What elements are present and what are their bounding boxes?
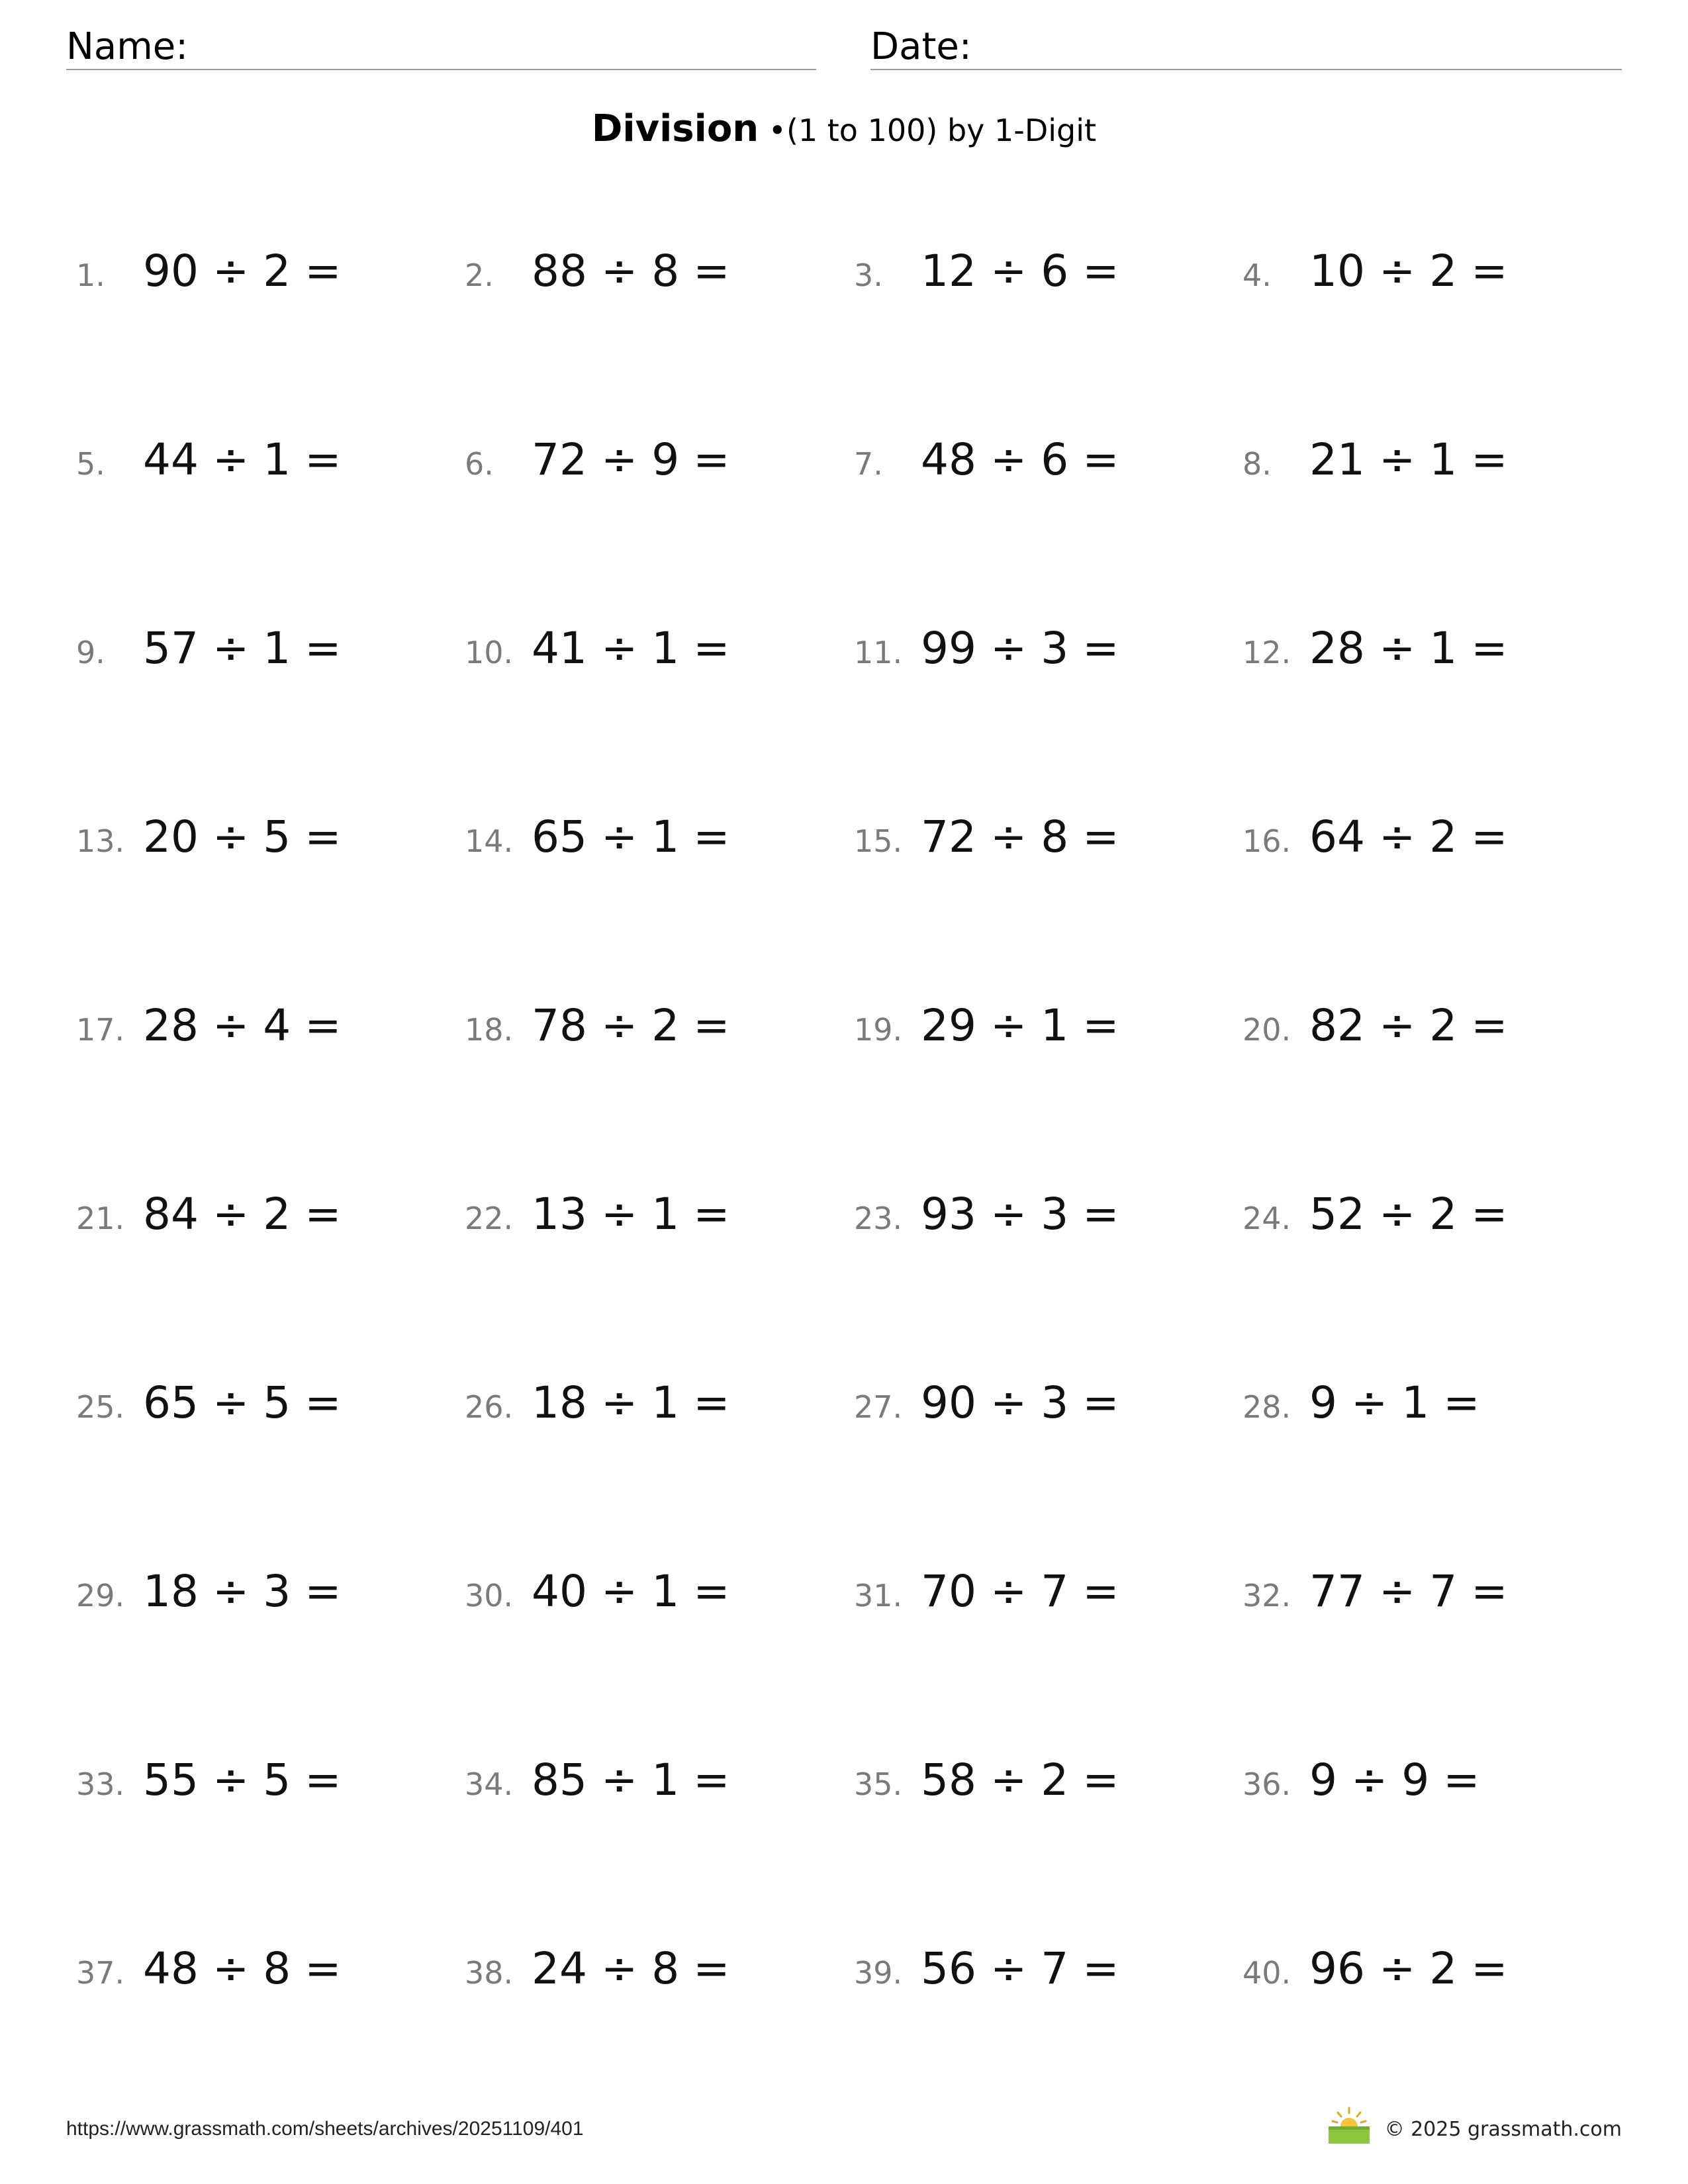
problem-expression: 84 ÷ 2 =: [143, 1189, 342, 1240]
problem-expression: 99 ÷ 3 =: [921, 623, 1119, 674]
problem-item: [1243, 245, 1508, 298]
problem-item: [854, 999, 1119, 1052]
problem-item: [1243, 999, 1508, 1052]
problem-number: 29.: [76, 1578, 125, 1614]
problem-item: [854, 433, 1119, 486]
problem-number: 39.: [854, 1955, 903, 1991]
problem-number: 32.: [1243, 1578, 1291, 1614]
problem-expression: 65 ÷ 5 =: [143, 1377, 342, 1428]
problem-number: 23.: [854, 1201, 903, 1236]
problem-expression: 10 ÷ 2 =: [1309, 246, 1508, 296]
problem-item: [76, 1565, 342, 1618]
problem-expression: 78 ÷ 2 =: [532, 1000, 730, 1051]
problem-expression: 72 ÷ 9 =: [532, 434, 730, 485]
problem-item: [465, 245, 730, 298]
problem-number: 35.: [854, 1766, 903, 1802]
problem-expression: 21 ÷ 1 =: [1309, 434, 1508, 485]
problem-number: 19.: [854, 1012, 903, 1048]
problem-item: [76, 811, 342, 864]
problem-number: 18.: [465, 1012, 514, 1048]
problem-number: 8.: [1243, 446, 1272, 482]
problem-number: 37.: [76, 1955, 125, 1991]
problem-number: 24.: [1243, 1201, 1291, 1236]
problem-item: [1243, 1188, 1508, 1241]
problem-number: 5.: [76, 446, 105, 482]
worksheet-title: [0, 106, 1688, 154]
problem-expression: 65 ÷ 1 =: [532, 811, 730, 862]
problem-number: 31.: [854, 1578, 903, 1614]
problem-expression: 56 ÷ 7 =: [921, 1943, 1119, 1994]
problem-number: 20.: [1243, 1012, 1291, 1048]
problem-item: [1243, 811, 1508, 864]
title-separator: •: [768, 113, 786, 148]
problem-number: 14.: [465, 823, 514, 859]
problem-expression: 77 ÷ 7 =: [1309, 1566, 1508, 1617]
problem-item: [854, 245, 1119, 298]
problem-item: [1243, 1754, 1480, 1807]
problem-item: [854, 811, 1119, 864]
problem-number: 40.: [1243, 1955, 1291, 1991]
problem-expression: 12 ÷ 6 =: [921, 246, 1119, 296]
name-field[interactable]: [66, 25, 816, 70]
problem-number: 33.: [76, 1766, 125, 1802]
problem-item: [76, 999, 342, 1052]
problem-expression: 24 ÷ 8 =: [532, 1943, 730, 1994]
problem-expression: 90 ÷ 3 =: [921, 1377, 1119, 1428]
footer-url: https://www.grassmath.com/sheets/archives/20251109/401: [66, 2118, 584, 2140]
problem-item: [465, 1754, 730, 1807]
problem-expression: 44 ÷ 1 =: [143, 434, 342, 485]
problem-item: [465, 433, 730, 486]
problem-item: [465, 999, 730, 1052]
problem-expression: 85 ÷ 1 =: [532, 1754, 730, 1805]
problem-number: 27.: [854, 1389, 903, 1425]
problem-item: [76, 1188, 342, 1241]
problem-item: [465, 1377, 730, 1430]
problem-item: [854, 1754, 1119, 1807]
problem-number: 22.: [465, 1201, 514, 1236]
problem-expression: 41 ÷ 1 =: [532, 623, 730, 674]
problem-expression: 88 ÷ 8 =: [532, 246, 730, 296]
name-label: Name:: [66, 25, 189, 68]
problem-expression: 28 ÷ 4 =: [143, 1000, 342, 1051]
footer-copyright: © 2025 grassmath.com: [1384, 2118, 1622, 2141]
problem-item: [854, 1188, 1119, 1241]
problem-item: [76, 433, 342, 486]
problem-expression: 18 ÷ 3 =: [143, 1566, 342, 1617]
problem-expression: 58 ÷ 2 =: [921, 1754, 1119, 1805]
problem-item: [1243, 622, 1508, 675]
problem-expression: 64 ÷ 2 =: [1309, 811, 1508, 862]
problem-number: 1.: [76, 257, 105, 293]
title-subtitle: (1 to 100) by 1-Digit: [786, 113, 1097, 148]
problem-expression: 48 ÷ 8 =: [143, 1943, 342, 1994]
problem-item: [76, 1377, 342, 1430]
problem-item: [1243, 1377, 1480, 1430]
problem-number: 17.: [76, 1012, 125, 1048]
problem-number: 3.: [854, 257, 883, 293]
problem-expression: 29 ÷ 1 =: [921, 1000, 1119, 1051]
problem-item: [1243, 1942, 1508, 1995]
problem-number: 16.: [1243, 823, 1291, 859]
problem-expression: 20 ÷ 5 =: [143, 811, 342, 862]
problem-expression: 9 ÷ 1 =: [1309, 1377, 1480, 1428]
problem-number: 9.: [76, 635, 105, 670]
problem-expression: 9 ÷ 9 =: [1309, 1754, 1480, 1805]
problem-grid: [0, 245, 1688, 2131]
problem-expression: 82 ÷ 2 =: [1309, 1000, 1508, 1051]
problem-expression: 90 ÷ 2 =: [143, 246, 342, 296]
sun-over-grass-icon: [1327, 2107, 1371, 2145]
problem-number: 15.: [854, 823, 903, 859]
problem-number: 21.: [76, 1201, 125, 1236]
problem-item: [1243, 433, 1508, 486]
problem-item: [76, 245, 342, 298]
problem-number: 30.: [465, 1578, 514, 1614]
problem-item: [465, 1565, 730, 1618]
problem-item: [76, 1754, 342, 1807]
problem-number: 28.: [1243, 1389, 1291, 1425]
problem-expression: 13 ÷ 1 =: [532, 1189, 730, 1240]
date-label: Date:: [870, 25, 972, 68]
problem-item: [854, 1942, 1119, 1995]
problem-expression: 18 ÷ 1 =: [532, 1377, 730, 1428]
problem-number: 6.: [465, 446, 494, 482]
problem-expression: 48 ÷ 6 =: [921, 434, 1119, 485]
problem-number: 10.: [465, 635, 514, 670]
date-field[interactable]: [870, 25, 1622, 70]
problem-expression: 55 ÷ 5 =: [143, 1754, 342, 1805]
problem-number: 12.: [1243, 635, 1291, 670]
problem-number: 4.: [1243, 257, 1272, 293]
problem-number: 25.: [76, 1389, 125, 1425]
problem-number: 7.: [854, 446, 883, 482]
problem-item: [854, 1377, 1119, 1430]
problem-expression: 96 ÷ 2 =: [1309, 1943, 1508, 1994]
problem-item: [465, 1942, 730, 1995]
problem-number: 34.: [465, 1766, 514, 1802]
problem-number: 13.: [76, 823, 125, 859]
problem-item: [1243, 1565, 1508, 1618]
problem-item: [854, 622, 1119, 675]
problem-item: [465, 811, 730, 864]
problem-expression: 72 ÷ 8 =: [921, 811, 1119, 862]
problem-number: 26.: [465, 1389, 514, 1425]
problem-item: [854, 1565, 1119, 1618]
problem-number: 2.: [465, 257, 494, 293]
title-bold: Division: [591, 107, 759, 150]
problem-item: [465, 622, 730, 675]
problem-expression: 57 ÷ 1 =: [143, 623, 342, 674]
problem-expression: 40 ÷ 1 =: [532, 1566, 730, 1617]
problem-number: 11.: [854, 635, 903, 670]
problem-number: 38.: [465, 1955, 514, 1991]
problem-expression: 28 ÷ 1 =: [1309, 623, 1508, 674]
problem-item: [465, 1188, 730, 1241]
problem-item: [76, 1942, 342, 1995]
problem-item: [76, 622, 342, 675]
problem-number: 36.: [1243, 1766, 1291, 1802]
problem-expression: 93 ÷ 3 =: [921, 1189, 1119, 1240]
problem-expression: 70 ÷ 7 =: [921, 1566, 1119, 1617]
problem-expression: 52 ÷ 2 =: [1309, 1189, 1508, 1240]
